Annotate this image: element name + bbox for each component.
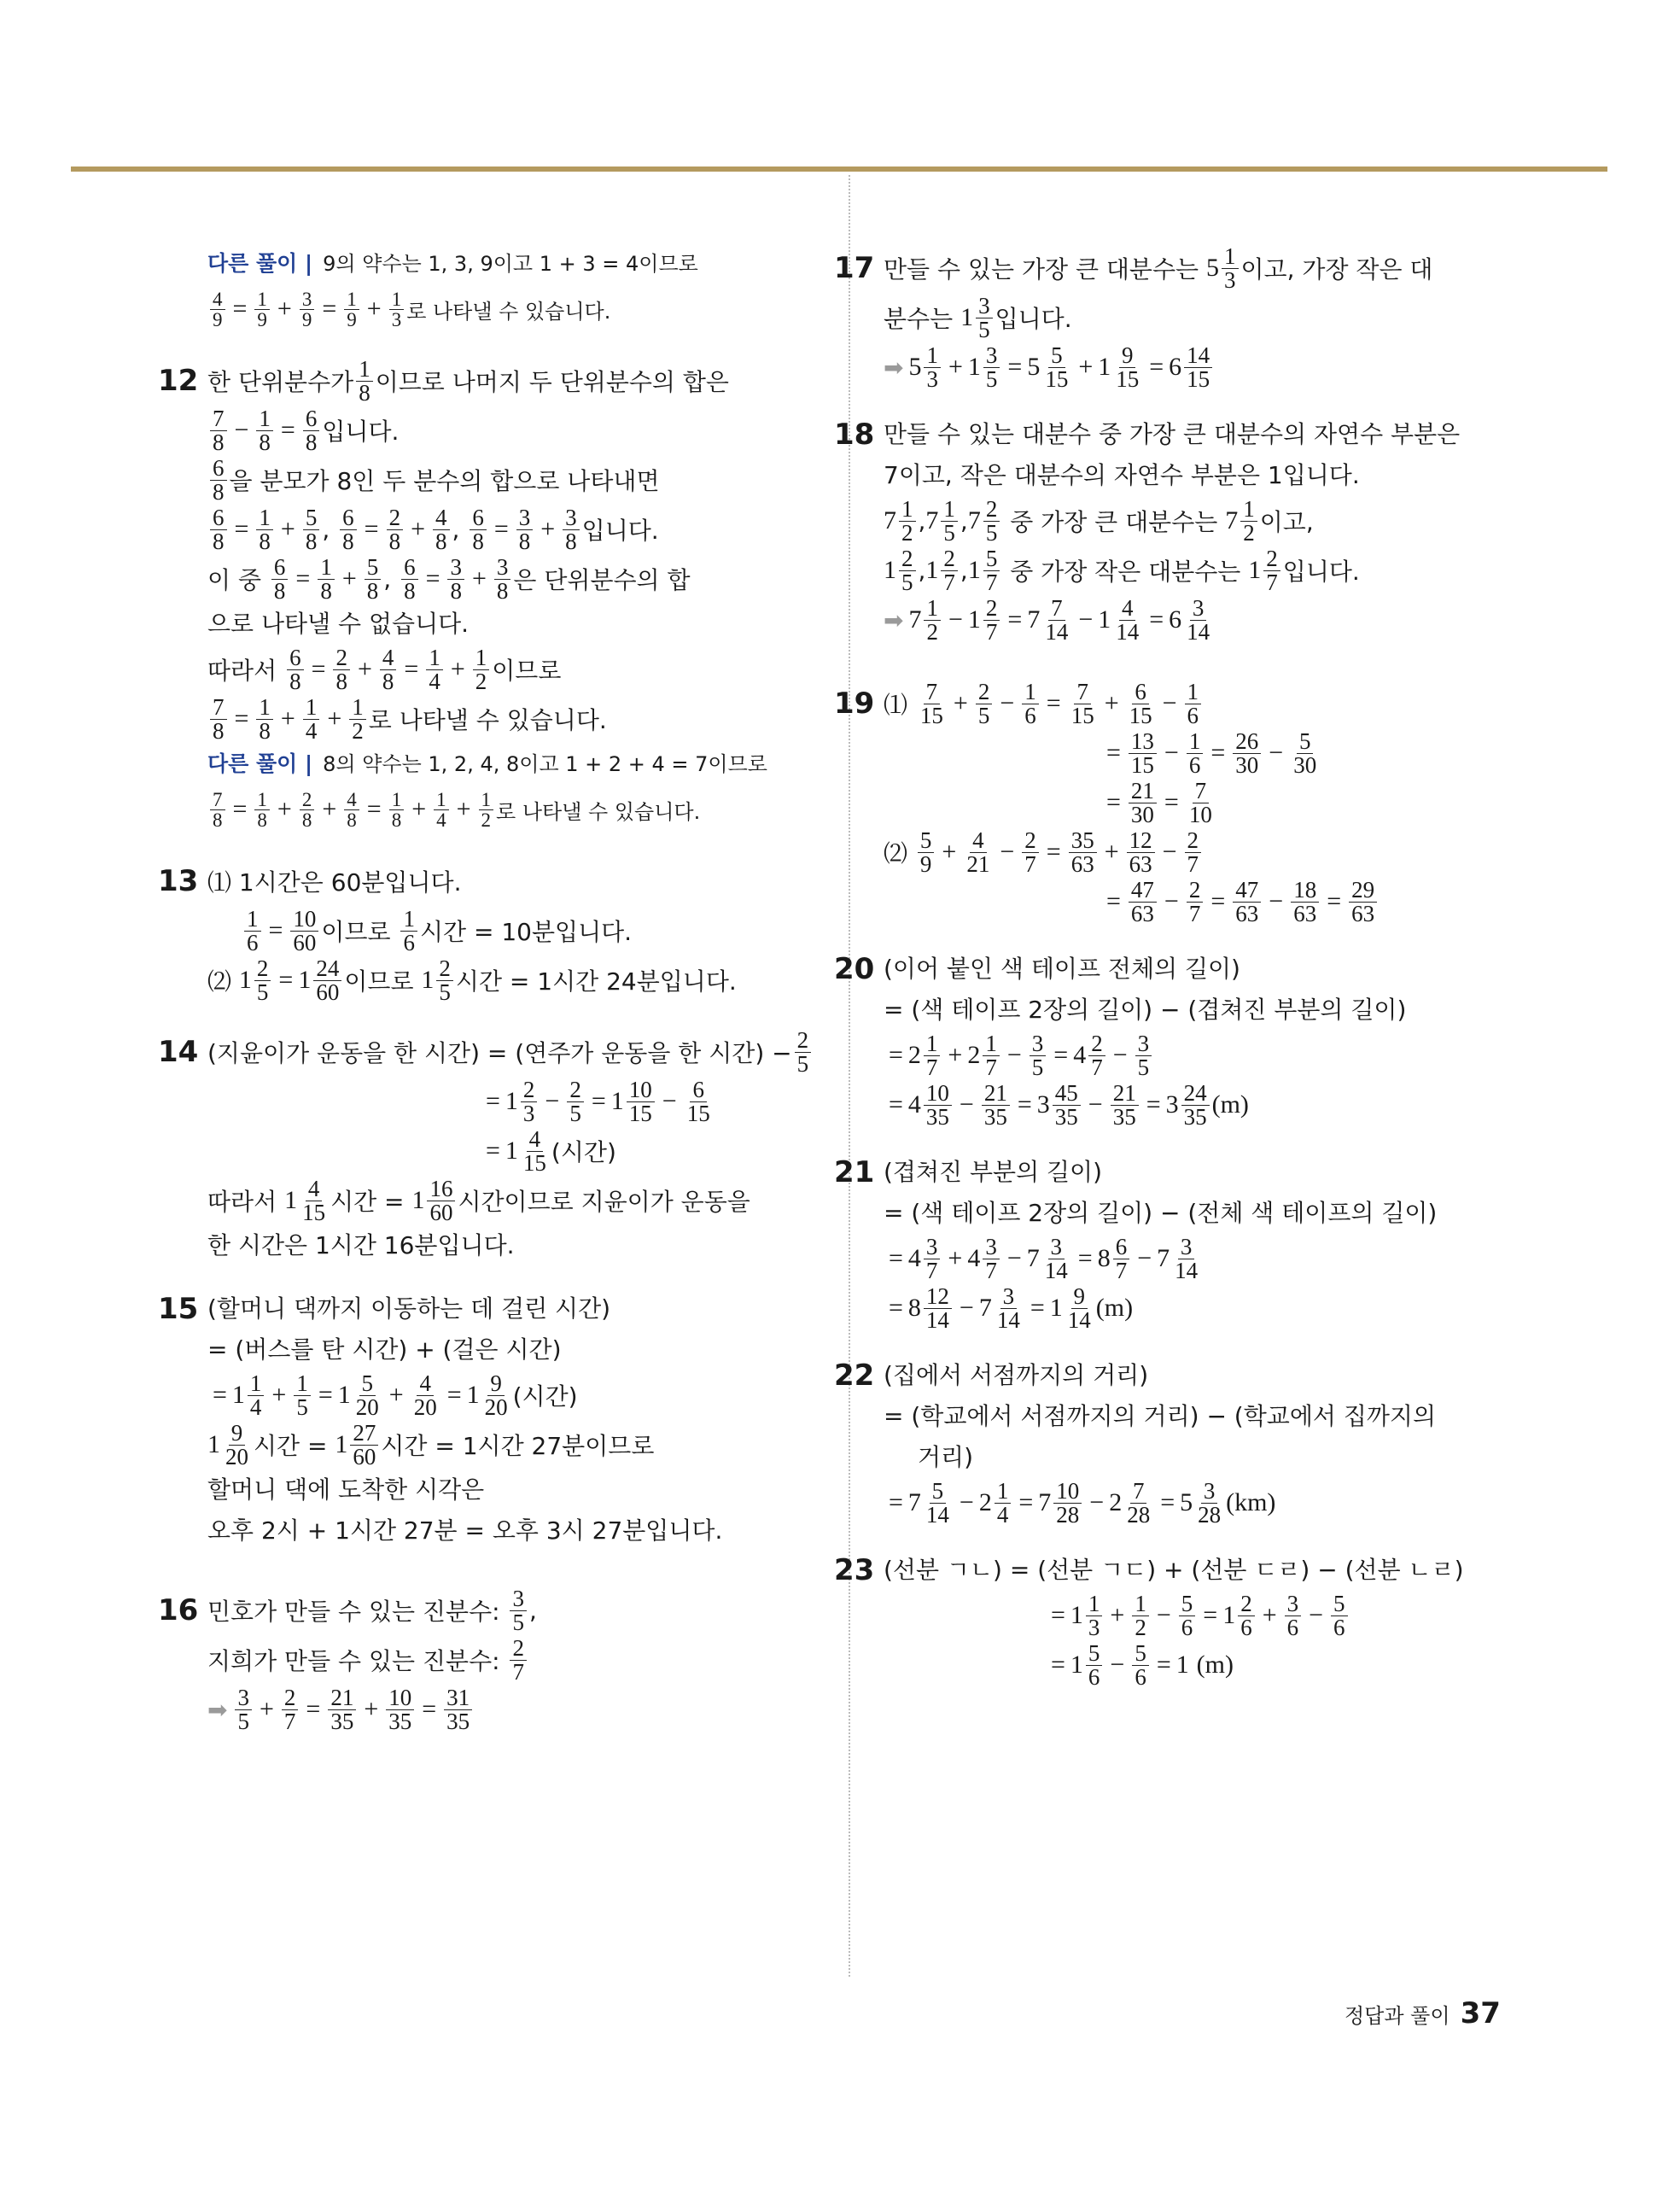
problem-16: 16 민호가 만들 수 있는 진분수: $\frac{3}{5}$ , — [158, 1585, 537, 1635]
arrow-icon: ➡ — [884, 353, 904, 382]
problem-17-eq: ➡ 5 $\frac{1}{3}$ + 1 $\frac{3}{5}$ = 5 $\frac{5}{15}$ + 1 $\frac{9}{15}$ = 6 $\frac{14}{15}$ — [884, 342, 1635, 392]
problem-13-eq2: ⑵ 1 $\frac{2}{5}$ = 1 $\frac{24}{60}$ 이므로 1 $\frac{2}{5}$ 시간 = 1시간 24분입니다. — [207, 955, 737, 1005]
problem-18-line3: 7 $\frac{1}{2}$ , 7 $\frac{1}{5}$ , 7 $\frac{2}{5}$ 중 가장 큰 대분수는 7 $\frac{1}{2}$ 이고, — [884, 495, 1314, 546]
problem-14: 14 (지윤이가 운동을 한 시간) = (연주가 운동을 한 시간) − $\frac{2}{5}$ — [207, 1027, 959, 1077]
problem-20-eq2: = 4 $\frac{10}{35}$ − $\frac{21}{35}$ = 3 $\frac{45}{35}$ − $\frac{21}{35}$ = 3 $\frac{24}{35}$ (m) — [889, 1079, 1249, 1130]
problem-15: 15 (할머니 댁까지 이동하는 데 걸린 시간) — [158, 1292, 611, 1326]
problem-12-line6: 으로 나타낼 수 없습니다. — [207, 610, 470, 638]
alt-solution-12-eq: $\frac{7}{8}$ = $\frac{1}{8}$ + $\frac{2}{8}$ + $\frac{4}{8}$ = $\frac{1}{8}$ + $\frac{1}{4}$ + $\frac{1}{2}$ 로 나타낼 수 있습니다. — [207, 785, 959, 834]
problem-18: 18 만들 수 있는 대분수 중 가장 큰 대분수의 자연수 부분은 — [834, 418, 1461, 452]
problem-12-line3: $\frac{6}{8}$ 을 분모가 8인 두 분수의 합으로 나타내면 — [207, 455, 959, 505]
problem-16-eq: ➡ $\frac{3}{5}$ + $\frac{2}{7}$ = $\frac{21}{35}$ + $\frac{10}{35}$ = $\frac{31}{35}$ — [207, 1685, 959, 1734]
problem-22-line3: 거리) — [918, 1443, 974, 1471]
problem-23-eq2: = 1 $\frac{5}{6}$ − $\frac{5}{6}$ = 1 (m) — [1051, 1639, 1234, 1690]
problem-12-eq2: $\frac{6}{8}$ = $\frac{1}{8}$ + $\frac{5}{8}$ , $\frac{6}{8}$ = $\frac{2}{8}$ + $\frac{4}{8}$ , $\frac{6}{8}$ = $\frac{3}{8}$ + $\frac{3}{8}$ 입니다. — [207, 505, 959, 554]
page-footer: 정답과 풀이 37 — [1345, 1996, 1501, 2030]
problem-16-line2: 지희가 만들 수 있는 진분수: $\frac{2}{7}$ — [207, 1635, 959, 1685]
problem-21-line2: = (색 테이프 2장의 길이) − (전체 색 테이프의 길이) — [884, 1199, 1438, 1227]
problem-15-eq: = 1 $\frac{1}{4}$ + $\frac{1}{5}$ = 1 $\frac{5}{20}$ + $\frac{4}{20}$ = 1 $\frac{9}{20}$ (시간) — [213, 1370, 578, 1420]
problem-22-line2: = (학교에서 서점까지의 거리) − (학교에서 집까지의 — [884, 1402, 1437, 1430]
problem-14-eq1: = 1 $\frac{2}{3}$ − $\frac{2}{5}$ = 1 $\frac{10}{15}$ − $\frac{6}{15}$ — [486, 1076, 710, 1126]
problem-19-2-eq2: = $\frac{47}{63}$ − $\frac{2}{7}$ = $\frac{47}{63}$ − $\frac{18}{63}$ = $\frac{29}{63}$ — [884, 877, 1635, 926]
problem-20: 20 (이어 붙인 색 테이프 전체의 길이) — [834, 952, 1240, 986]
problem-23-eq1: = 1 $\frac{1}{3}$ + $\frac{1}{2}$ − $\frac{5}{6}$ = 1 $\frac{2}{6}$ + $\frac{3}{6}$ − $\frac{5}{6}$ — [884, 1591, 1635, 1640]
top-rule — [71, 167, 1607, 172]
problem-20-line2: = (색 테이프 2장의 길이) − (겹쳐진 부분의 길이) — [884, 996, 1407, 1024]
alt-solution-11-eq: $\frac{4}{9}$ = $\frac{1}{9}$ + $\frac{3}{9}$ = $\frac{1}{9}$ + $\frac{1}{3}$ 로 나타낼 수 있습니다. — [207, 284, 959, 334]
problem-12-eq3: 이 중 $\frac{6}{8}$ = $\frac{1}{8}$ + $\frac{5}{8}$ , $\frac{6}{8}$ = $\frac{3}{8}$ + $\frac{3}{8}$ 은 단위분수의 합 — [207, 553, 691, 604]
right-column — [834, 242, 1635, 1690]
problem-19-1-eq2: = $\frac{13}{15}$ − $\frac{1}{6}$ = $\frac{26}{30}$ − $\frac{5}{30}$ — [1106, 727, 1317, 778]
problem-22-eq: = 7 $\frac{5}{14}$ − 2 $\frac{1}{4}$ = 7 $\frac{10}{28}$ − 2 $\frac{7}{28}$ = 5 $\frac{3}{28}$ (km) — [889, 1477, 1276, 1528]
problem-15-line6: 오후 2시 + 1시간 27분 = 오후 3시 27분입니다. — [207, 1516, 723, 1545]
problem-13-eq1: $\frac{1}{6}$ = $\frac{10}{60}$ 이므로 $\frac{1}{6}$ 시간 = 10분입니다. — [207, 906, 959, 955]
problem-21-eq2: = 8 $\frac{12}{14}$ − 7 $\frac{3}{14}$ = 1 $\frac{9}{14}$ (m) — [889, 1282, 1134, 1333]
problem-15-line4: 1 $\frac{9}{20}$ 시간 = 1 $\frac{27}{60}$ 시간 = 1시간 27분이므로 — [207, 1419, 655, 1469]
arrow-icon: ➡ — [884, 605, 904, 634]
problem-18-line4: 1 $\frac{2}{5}$ , 1 $\frac{2}{7}$ , 1 $\frac{5}{7}$ 중 가장 작은 대분수는 1 $\frac{2}{7}$ 입니다. — [884, 545, 1360, 595]
problem-14-line3: 따라서 1 $\frac{4}{15}$ 시간 = 1 $\frac{16}{60}$ 시간이므로 지윤이가 운동을 — [207, 1175, 750, 1225]
problem-12: 12 한 단위분수가 $\frac{1}{8}$ 이므로 나머지 두 단위분수의 합은 — [158, 355, 729, 406]
problem-12-eq5: $\frac{7}{8}$ = $\frac{1}{8}$ + $\frac{1}{4}$ + $\frac{1}{2}$ 로 나타낼 수 있습니다. — [207, 694, 959, 744]
page-number: 37 — [1460, 1996, 1501, 2030]
alt-solution-11: 다른 풀이 | 9의 약수는 1, 3, 9이고 1 + 3 = 4이므로 — [207, 251, 698, 276]
problem-19: 19 ⑴ $\frac{7}{15}$ + $\frac{2}{5}$ − $\frac{1}{6}$ = $\frac{7}{15}$ + $\frac{6}{15}$ − $\frac{1}{6}$ — [884, 679, 1635, 728]
problem-14-line4: 한 시간은 1시간 16분입니다. — [207, 1231, 515, 1259]
problem-18-eq: ➡ 7 $\frac{1}{2}$ − 1 $\frac{2}{7}$ = 7 $\frac{7}{14}$ − 1 $\frac{4}{14}$ = 6 $\frac{3}{14}$ — [884, 594, 1210, 645]
problem-19-2: ⑵ $\frac{5}{9}$ + $\frac{4}{21}$ − $\frac{2}{7}$ = $\frac{35}{63}$ + $\frac{12}{63}$ − $\frac{2}{7}$ — [884, 827, 1635, 877]
problem-23: 23 (선분 ㄱㄴ) = (선분 ㄱㄷ) + (선분 ㄷㄹ) − (선분 ㄴㄹ) — [834, 1553, 1464, 1587]
problem-15-line2: = (버스를 탄 시간) + (걸은 시간) — [207, 1335, 562, 1364]
problem-18-line2: 7이고, 작은 대분수의 자연수 부분은 1입니다. — [884, 461, 1360, 489]
arrow-icon: ➡ — [207, 1695, 228, 1724]
problem-21-eq1: = 4 $\frac{3}{7}$ + 4 $\frac{3}{7}$ − 7 $\frac{3}{14}$ = 8 $\frac{6}{7}$ − 7 $\frac{3}{14}$ — [889, 1233, 1199, 1283]
problem-12-eq4: 따라서 $\frac{6}{8}$ = $\frac{2}{8}$ + $\frac{4}{8}$ = $\frac{1}{4}$ + $\frac{1}{2}$ 이므로 — [207, 644, 562, 694]
problem-13: 13 ⑴ 1시간은 60분입니다. — [158, 864, 462, 898]
alt-solution-12: 다른 풀이 | 8의 약수는 1, 2, 4, 8이고 1 + 2 + 4 = 7이므로 — [207, 751, 767, 776]
problem-14-eq2: = 1 $\frac{4}{15}$ (시간) — [486, 1125, 616, 1176]
problem-20-eq1: = 2 $\frac{1}{7}$ + 2 $\frac{1}{7}$ − $\frac{3}{5}$ = 4 $\frac{2}{7}$ − $\frac{3}{5}$ — [884, 1031, 1635, 1080]
problem-19-1-eq3: = $\frac{21}{30}$ = $\frac{7}{10}$ — [1106, 777, 1212, 827]
problem-17-line2: 분수는 1 $\frac{3}{5}$ 입니다. — [884, 292, 1072, 342]
problem-12-eq1: $\frac{7}{8}$ − $\frac{1}{8}$ = $\frac{6}{8}$ 입니다. — [207, 406, 959, 455]
problem-21: 21 (겹쳐진 부분의 길이) — [834, 1155, 1103, 1189]
problem-17: 17 만들 수 있는 가장 큰 대분수는 5 $\frac{1}{3}$ 이고, 가장 작은 대 — [834, 242, 1433, 293]
problem-22: 22 (집에서 서점까지의 거리) — [834, 1358, 1149, 1393]
problem-15-line5: 할머니 댁에 도착한 시각은 — [207, 1475, 485, 1504]
